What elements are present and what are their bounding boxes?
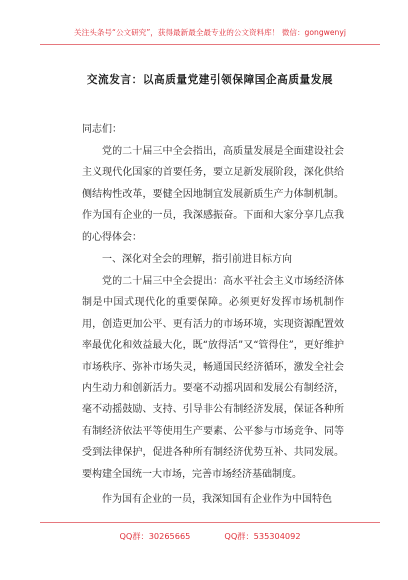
header-banner: 关注头条号“公文研究”，获得最新最全最专业的公文资料库！ 微信：gongwenyj — [74, 28, 346, 37]
paragraph: 党的二十届三中全会提出：高水平社会主义市场经济体制是中国式现代化的重要保障。必须更好发挥市场机制作用，创造更加公平、更有活力的市场环境，实现资源配置效率最优化和效益最大化，既“放得活”又“管得住”，更好维护市场秩序、弥补市场失灵，畅通国民经济循环，激发全社会内生动力和创新活力。要毫不动摇巩固和发展公有制经济，毫不动摇鼓励、支持、引导非公有制经济发展，保证各种所有制经济依法平等使用生产要素、公平参与市场竞争、同等受到法律保护，促进各种所有制经济优势互补、共同发展。要构建全国统一大市场，完善市场经济基础制度。 — [82, 276, 344, 480]
paragraph-intro — [82, 141, 344, 248]
footer-qq-group-1: QQ群：30265665 — [119, 531, 191, 541]
document-body — [82, 119, 344, 140]
paragraph-main — [82, 271, 344, 485]
footer — [40, 528, 380, 544]
document-title: 交流发言：以高质量党建引领保障国企高质量发展 — [86, 74, 334, 86]
header-divider — [40, 44, 380, 45]
footer-qq-group-2: QQ群：535304092 — [224, 531, 301, 541]
paragraph-continued — [82, 489, 344, 510]
paragraph: 作为国有企业的一员，我深知国有企业作为中国特色 — [102, 494, 332, 505]
section-heading-1 — [82, 249, 344, 270]
salutation: 同志们： — [82, 124, 122, 135]
footer-divider — [40, 522, 380, 523]
section-heading: 一、深化对全会的理解，指引前进目标方向 — [102, 254, 292, 265]
paragraph: 党的二十届三中全会指出，高质量发展是全面建设社会主义现代化国家的首要任务，要立足新发展阶段，深化供给侧结构性改革，要健全因地制宜发展新质生产力体制机制。作为国有企业的一员，我深感振奋。下面和大家分享几点我的心得体会： — [82, 146, 344, 243]
